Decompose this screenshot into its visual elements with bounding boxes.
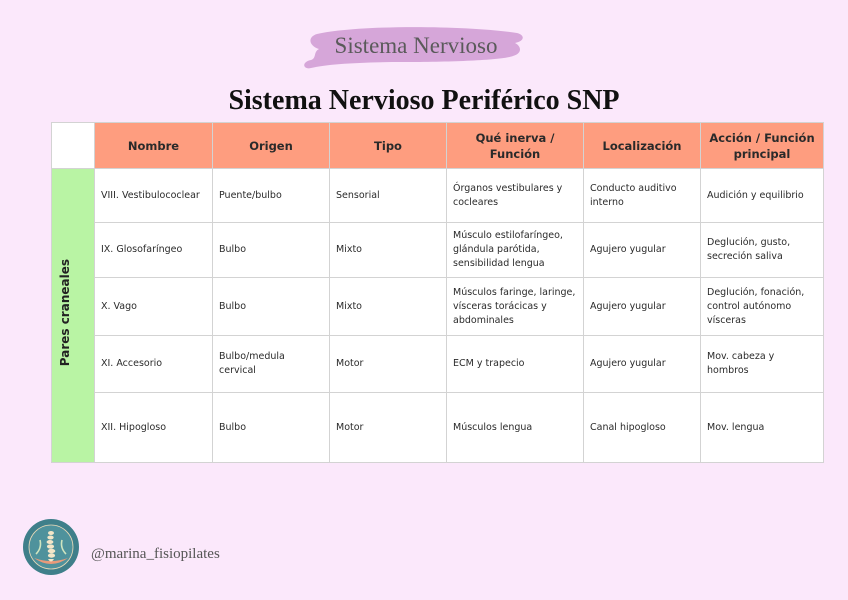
cell-nombre: X. Vago <box>95 278 213 336</box>
cell-inerva: Órganos vestibulares y cocleares <box>447 169 584 223</box>
spine-logo-icon <box>22 518 80 576</box>
cell-accion: Deglución, fonación, control autónomo vísceras <box>701 278 824 336</box>
brush-title: Sistema Nervioso <box>334 33 498 58</box>
cell-localizacion: Agujero yugular <box>584 278 701 336</box>
cell-localizacion: Conducto auditivo interno <box>584 169 701 223</box>
column-header-accion: Acción / Función principal <box>701 123 824 169</box>
cell-origen: Bulbo <box>213 393 330 463</box>
group-cell-pares-craneales <box>52 169 95 463</box>
cell-inerva: ECM y trapecio <box>447 336 584 393</box>
table-row <box>52 223 824 278</box>
column-header-tipo: Tipo <box>330 123 447 169</box>
cell-nombre: XI. Accesorio <box>95 336 213 393</box>
cell-nombre: XII. Hipogloso <box>95 393 213 463</box>
cranial-nerves-table <box>51 122 824 463</box>
cell-accion: Deglución, gusto, secreción saliva <box>701 223 824 278</box>
cell-nombre: IX. Glosofaríngeo <box>95 223 213 278</box>
cell-origen: Puente/bulbo <box>213 169 330 223</box>
cell-tipo: Mixto <box>330 278 447 336</box>
social-handle: @marina_fisiopilates <box>91 546 220 562</box>
page-title: Sistema Nervioso Periférico SNP <box>228 85 620 116</box>
cell-origen: Bulbo <box>213 278 330 336</box>
table-row <box>52 336 824 393</box>
header-row <box>52 123 824 169</box>
header-corner-cell <box>52 123 95 169</box>
cell-origen: Bulbo/medula cervical <box>213 336 330 393</box>
column-header-inerva: Qué inerva / Función <box>447 123 584 169</box>
group-label: Pares craneales <box>58 259 72 367</box>
cell-accion: Mov. cabeza y hombros <box>701 336 824 393</box>
cell-tipo: Motor <box>330 393 447 463</box>
cell-localizacion: Agujero yugular <box>584 336 701 393</box>
table-row <box>52 393 824 463</box>
cell-tipo: Motor <box>330 336 447 393</box>
cell-inerva: Músculo estilofaríngeo, glándula parótida, sensibilidad lengua <box>447 223 584 278</box>
cell-inerva: Músculos faringe, laringe, vísceras torácicas y abdominales <box>447 278 584 336</box>
cell-inerva: Músculos lengua <box>447 393 584 463</box>
cell-tipo: Sensorial <box>330 169 447 223</box>
column-header-origen: Origen <box>213 123 330 169</box>
cell-nombre: VIII. Vestibulococlear <box>95 169 213 223</box>
cell-accion: Audición y equilibrio <box>701 169 824 223</box>
cell-accion: Mov. lengua <box>701 393 824 463</box>
cell-origen: Bulbo <box>213 223 330 278</box>
cell-localizacion: Canal hipogloso <box>584 393 701 463</box>
table-row <box>52 169 824 223</box>
cell-tipo: Mixto <box>330 223 447 278</box>
table-row <box>52 278 824 336</box>
cell-localizacion: Agujero yugular <box>584 223 701 278</box>
column-header-localizacion: Localización <box>584 123 701 169</box>
column-header-nombre: Nombre <box>95 123 213 169</box>
